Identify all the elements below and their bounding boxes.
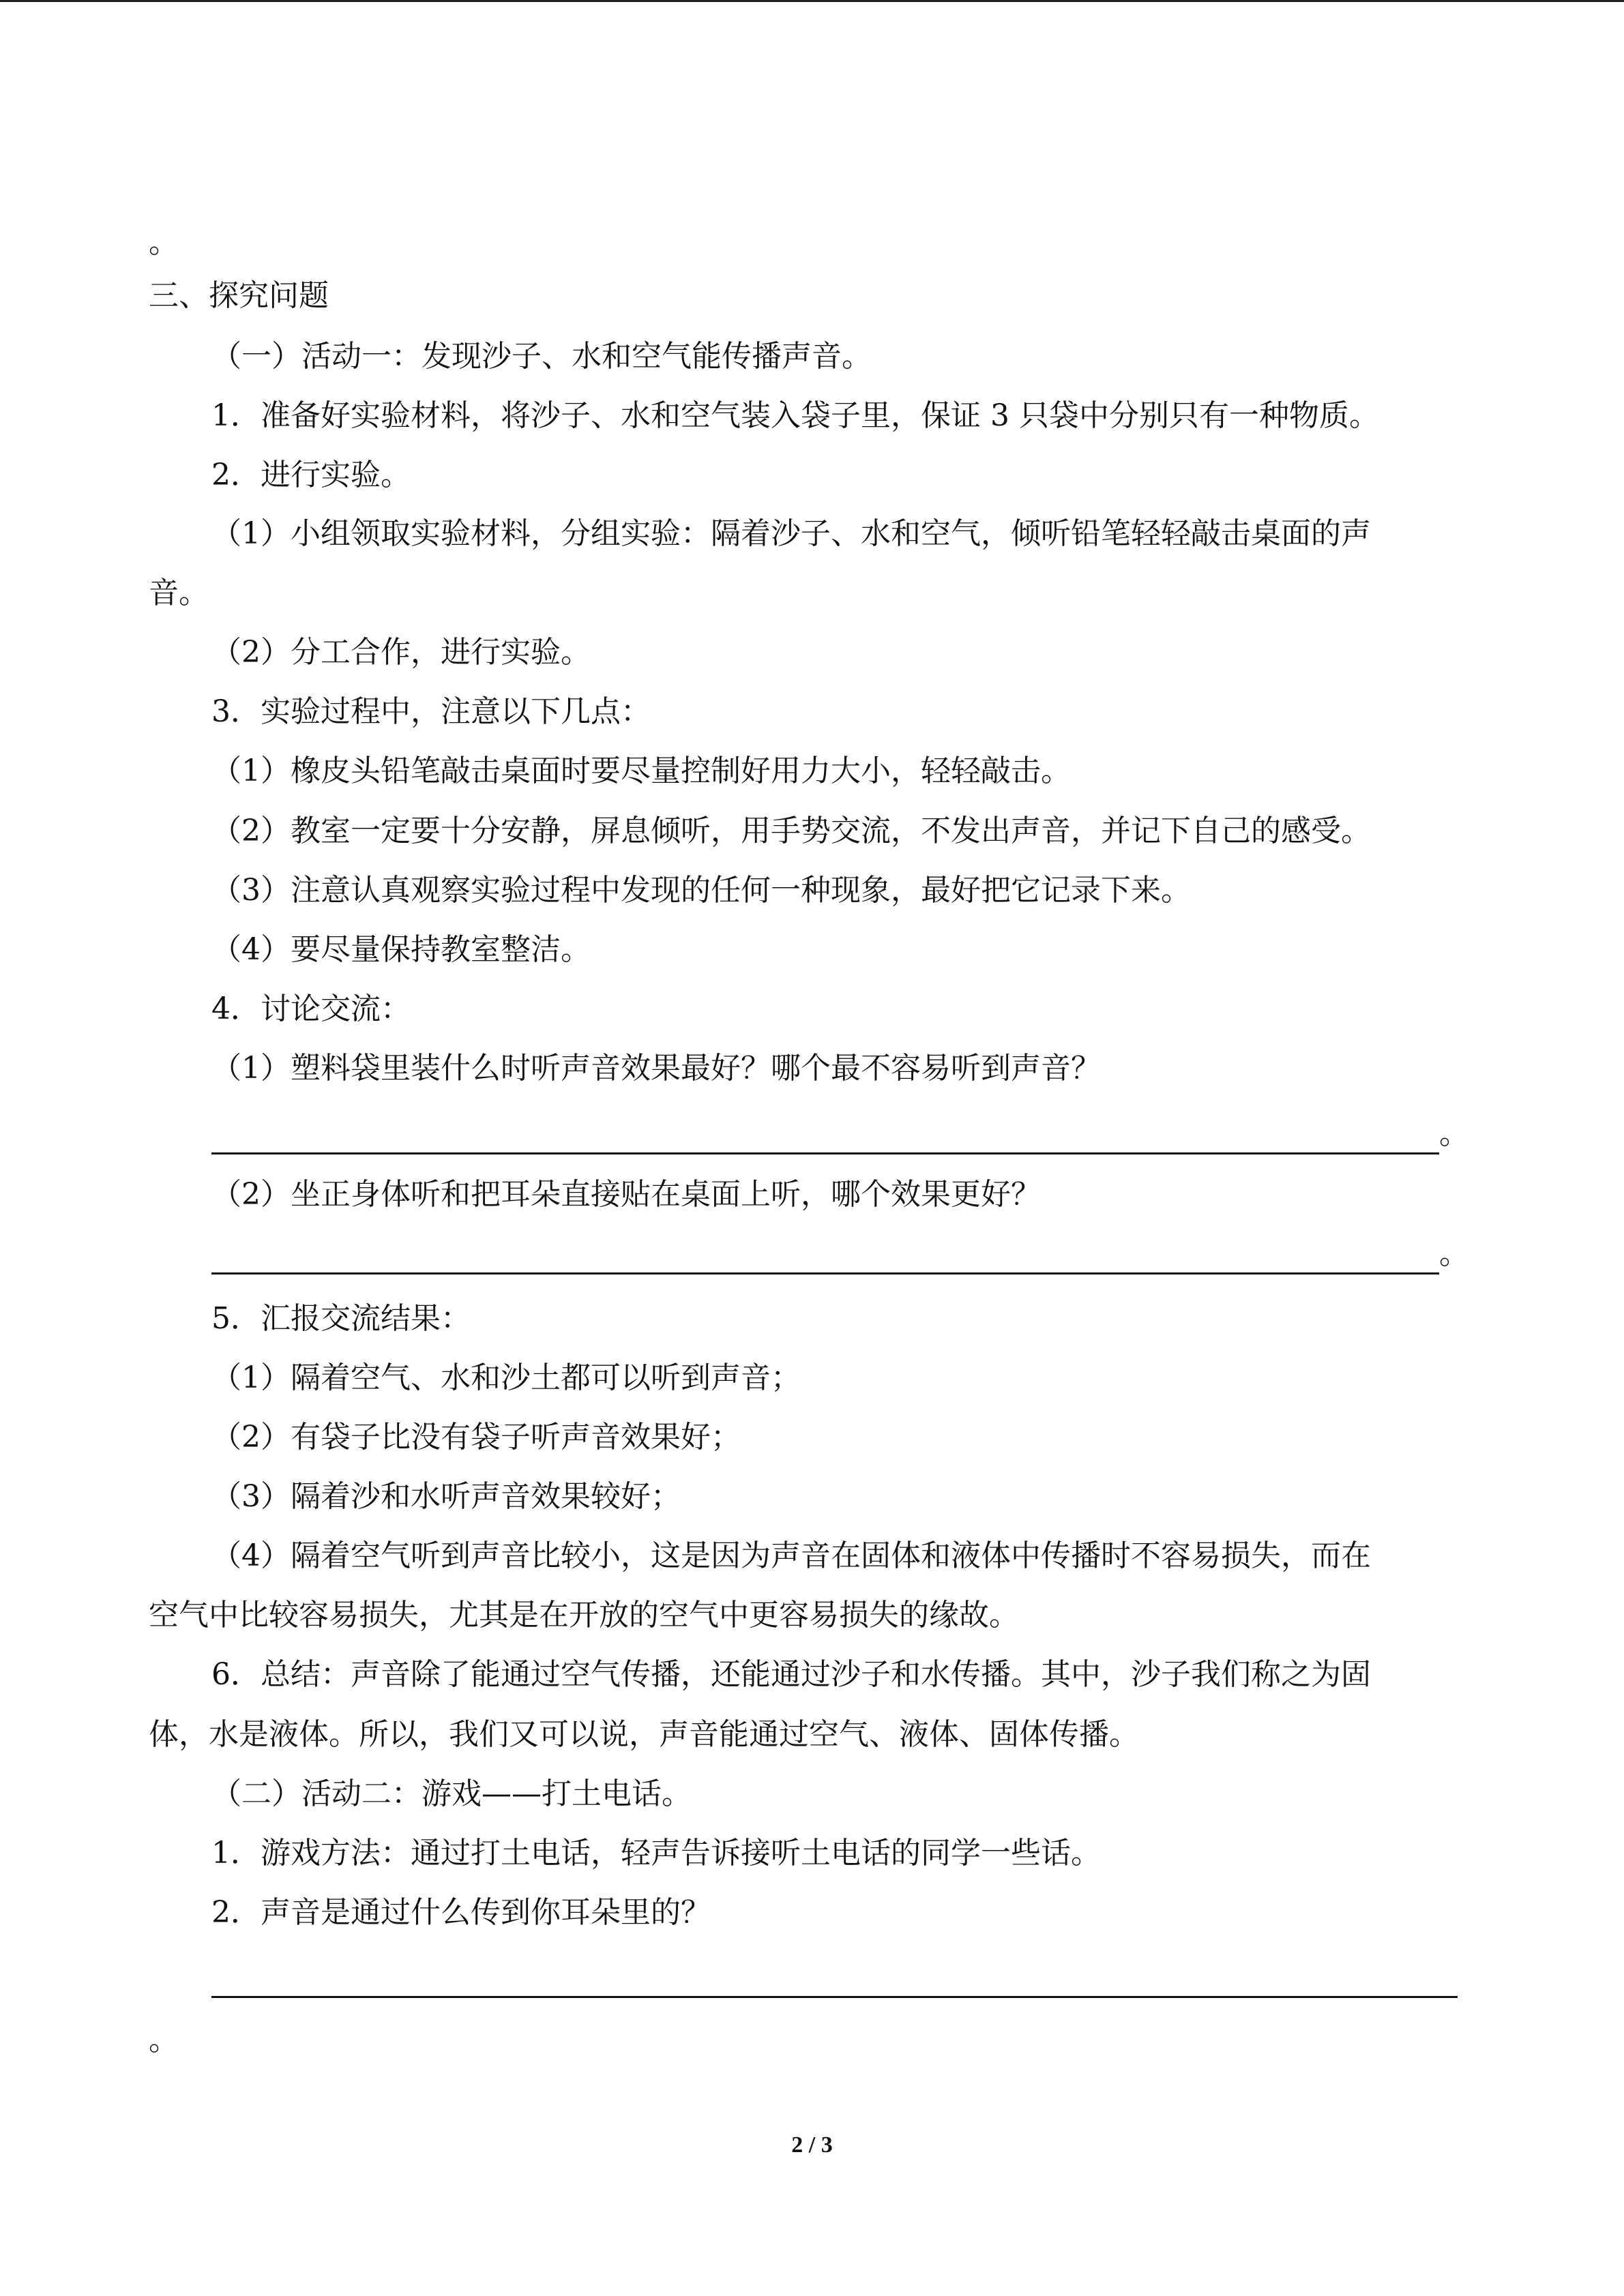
activity1-step4: 4．讨论交流： <box>211 992 411 1026</box>
answer-line-1[interactable] <box>211 1113 1469 1154</box>
result-item-1: （1）隔着空气、水和沙土都可以听到声音； <box>211 1360 801 1395</box>
activity1-step3-item4: （4）要尽量保持教室整洁。 <box>211 932 591 967</box>
activity1-step3-item2: （2）教室一定要十分安静，屏息倾听，用手势交流，不发出声音，并记下自己的感受。 <box>211 814 1371 848</box>
answer-line-2[interactable] <box>211 1233 1469 1274</box>
answer-line-2-end: 。 <box>1439 1236 1469 1271</box>
answer-blank-2[interactable] <box>211 1233 1439 1274</box>
activity1-step3-item3: （3）注意认真观察实验过程中发现的任何一种现象，最好把它记录下来。 <box>211 873 1191 908</box>
activity1-step2-item1-continued: 音。 <box>149 576 209 610</box>
discussion-question-1: （1）塑料袋里装什么时听声音效果最好？哪个最不容易听到声音？ <box>211 1051 1101 1086</box>
result-item-4: （4）隔着空气听到声音比较小，这是因为声音在固体和液体中传播时不容易损失，而在 <box>211 1538 1371 1573</box>
activity1-step2-item1: （1）小组领取实验材料，分组实验：隔着沙子、水和空气，倾听铅笔轻轻敲击桌面的声 <box>211 516 1371 551</box>
page-number: 2 / 3 <box>791 2132 833 2158</box>
top-border-rule <box>0 0 1624 2</box>
activity1-step5: 5．汇报交流结果： <box>211 1301 471 1336</box>
answer-line-3[interactable] <box>211 1956 1458 1997</box>
activity1-summary: 6．总结：声音除了能通过空气传播，还能通过沙子和水传播。其中，沙子我们称之为固 <box>211 1657 1371 1692</box>
activity2-heading: （二）活动二：游戏——打土电话。 <box>211 1776 692 1811</box>
activity2-step2: 2．声音是通过什么传到你耳朵里的？ <box>211 1895 711 1930</box>
result-item-2: （2）有袋子比没有袋子听声音效果好； <box>211 1420 741 1455</box>
result-item-4-continued: 空气中比较容易损失，尤其是在开放的空气中更容易损失的缘故。 <box>149 1598 1019 1632</box>
activity1-heading: （一）活动一：发现沙子、水和空气能传播声音。 <box>211 339 872 374</box>
answer-blank-1[interactable] <box>211 1113 1439 1154</box>
discussion-question-2: （2）坐正身体听和把耳朵直接贴在桌面上听，哪个效果更好？ <box>211 1177 1041 1212</box>
previous-answer-end-mark: 。 <box>149 225 179 260</box>
result-item-3: （3）隔着沙和水听声音效果较好； <box>211 1479 681 1514</box>
activity1-step2-item2: （2）分工合作，进行实验。 <box>211 635 591 670</box>
activity1-step3-item1: （1）橡皮头铅笔敲击桌面时要尽量控制好用力大小，轻轻敲击。 <box>211 754 1071 788</box>
activity1-step1: 1．准备好实验材料，将沙子、水和空气装入袋子里，保证 3 只袋中分别只有一种物质。 <box>211 398 1379 433</box>
section-title-inquiry: 三、探究问题 <box>149 278 329 313</box>
answer-line-1-end: 。 <box>1439 1116 1469 1151</box>
activity1-summary-continued: 体，水是液体。所以，我们又可以说，声音能通过空气、液体、固体传播。 <box>149 1717 1139 1752</box>
activity1-step2: 2．进行实验。 <box>211 458 411 492</box>
activity1-step3: 3．实验过程中，注意以下几点： <box>211 694 651 729</box>
activity2-step1: 1．游戏方法：通过打土电话，轻声告诉接听土电话的同学一些话。 <box>211 1836 1101 1870</box>
answer-line-3-end: 。 <box>149 2023 179 2057</box>
answer-blank-3[interactable] <box>211 1956 1458 1998</box>
